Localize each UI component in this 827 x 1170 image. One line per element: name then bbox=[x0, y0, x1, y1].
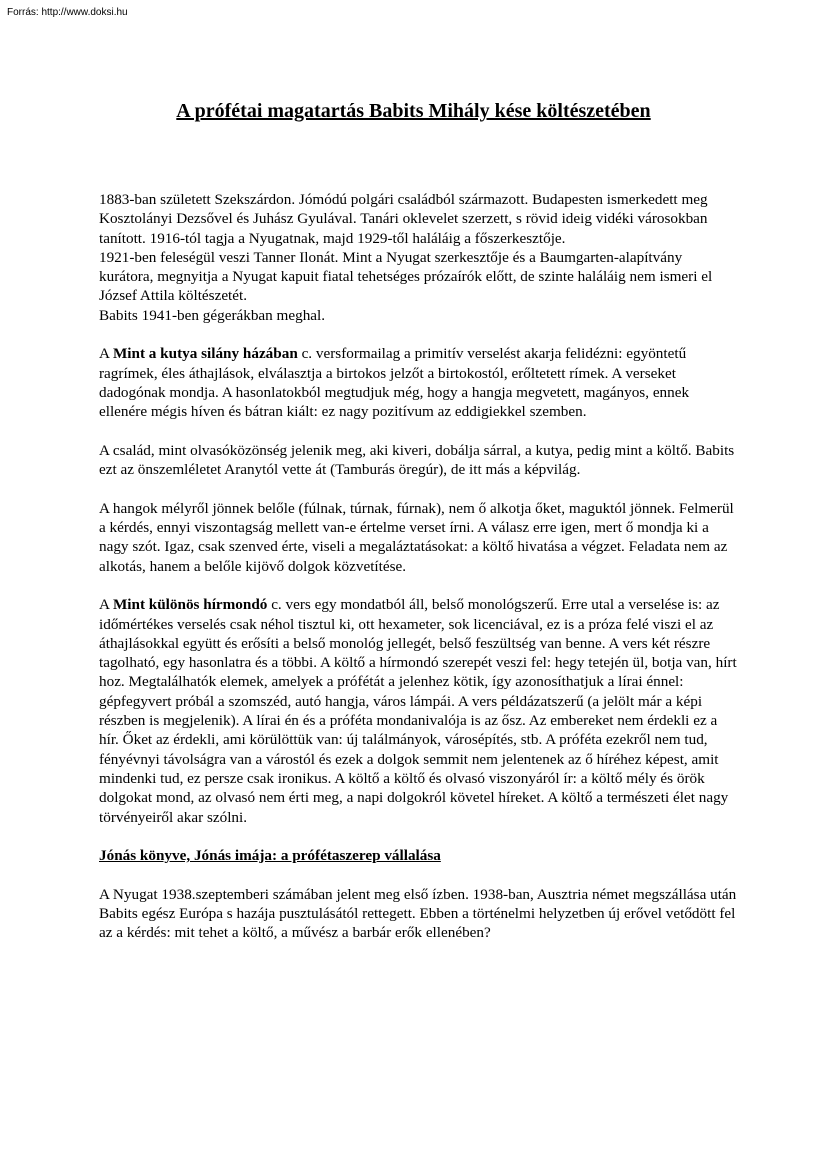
hirmondo-prefix: A bbox=[99, 596, 113, 614]
jonas-heading: Jónás könyve, Jónás imája: a prófétaszerep vállalása bbox=[99, 847, 441, 865]
source-line: Forrás: http://www.doksi.hu bbox=[7, 7, 128, 18]
hirmondo-paragraph bbox=[99, 595, 739, 827]
kutya-prefix: A bbox=[99, 345, 113, 363]
bio-paragraph-1: 1883-ban született Szekszárdon. Jómódú polgári családból származott. Budapesten ismerkedett meg Kosztolányi Dezsővel és Juhász Gyulával. Tanári oklevelet szerzett, s rövid ideig vidéki városokban tanított. 1916-tól tagja a Nyugatnak, majd 1929-től haláláig a főszerkesztője. bbox=[99, 191, 708, 247]
kutya-paragraph bbox=[99, 344, 739, 421]
bio-paragraph-3: Babits 1941-ben gégerákban meghal. bbox=[99, 306, 326, 324]
bio-paragraph-2: 1921-ben feleségül veszi Tanner Ilonát. Mint a Nyugat szerkesztője és a Baumgarten-alapítvány kurátora, megnyitja a Nyugat kapuit fiatal tehetséges prózaírók előtt, de szinte haláláig nem ismeri el József Attila költészetét. bbox=[99, 248, 713, 305]
csalad-paragraph: A család, mint olvasóközönség jelenik meg, aki kiveri, dobálja sárral, a kutya, pedig mint a költő. Babits ezt az önszemléletet Aranytól vette át (Tamburás öregúr), de itt más a képvilág. bbox=[99, 441, 735, 479]
kutya-poem-title: Mint a kutya silány házában bbox=[112, 345, 298, 363]
hangok-paragraph: A hangok mélyről jönnek belőle (fúlnak, túrnak, fúrnak), nem ő alkotja őket, maguktól jönnek. Felmerül a kérdés, ennyi viszontagság mellett van-e értelme verset írni. A válasz erre igen, mert ő mondja ki a nagy szót. Igaz, csak szenved érte, viseli a megaláztatásokat: a költő hivatása a végzet. Feladata nem az alkotás, hanem a belőle kijövő dolgok közvetítése. bbox=[99, 499, 734, 575]
jonas-paragraph: A Nyugat 1938.szeptemberi számában jelent meg első ízben. 1938-ban, Ausztria német megszállása után Babits egész Európa s hazája pusztulásától rettegett. Ebben a történelmi helyzetben új erővel vetődött fel az a kérdés: mit tehet a költő, a művész a barbár erők ellenében? bbox=[99, 885, 737, 942]
kutya-text: c. versformailag a primitív verselést akarja felidézni: egyöntetű ragrímek, éles áthajlások, elválasztja a birtokos jelzőt a birtokostól, erőltetett rímek. A verseket dadogónak mondja. A hasonlatokból megtudjuk még, hogy a hangja megvetett, magányos, ennek ellenére mégis híven és bátran kiált: ez nagy pozitívum az eddigiekkel szemben. bbox=[99, 345, 690, 421]
document-title: A prófétai magatartás Babits Mihály kése költészetében bbox=[176, 100, 651, 122]
document-body bbox=[99, 190, 739, 962]
hirmondo-poem-title: Mint különös hírmondó bbox=[112, 596, 268, 614]
hirmondo-text: c. vers egy mondatból áll, belső monológszerű. Erre utal a verselése is: az időmértékes verselés csak néhol tisztul ki, ott hexameter, sok licenciával, ez is a próza felé viszi el az áthajlásokkal együtt és erősíti a belső monológ jellegét, belső feszültség van benne. A vers két részre tagolható, egy hasonlatra és a többi. A költő a hírmondó szerepét veszi fel: hegy tetején ül, botja van, hírt hoz. Megtalálhatók elemek, amelyek a prófétát a jelenhez kötik, így azonosíthatjuk a lírai énnel: gépfegyvert próbál a szomszéd, autó hangja, város lámpái. A vers példázatszerű (a jelölt már a képi részben is megjelenik). A lírai én és a próféta mondanivalója is az ősz. Az embereket nem érdekli ez a hír. Őket az érdekli, ami körülöttük van: új találmányok, városépítés, stb. A próféta ezekről nem tud, fényévnyi távolságra van a várostól és ezek a dolgok semmit nem jelentenek az ő híréhez képest, amit mindenki tud, ez persze csak ironikus. A költő a költő és olvasó viszonyáról ír: a költő mély és örök dolgokat mond, az olvasó nem érti meg, a napi dolgokról követel híreket. A költő a természeti élet nagy törvényeiről akar szólni. bbox=[99, 596, 737, 826]
